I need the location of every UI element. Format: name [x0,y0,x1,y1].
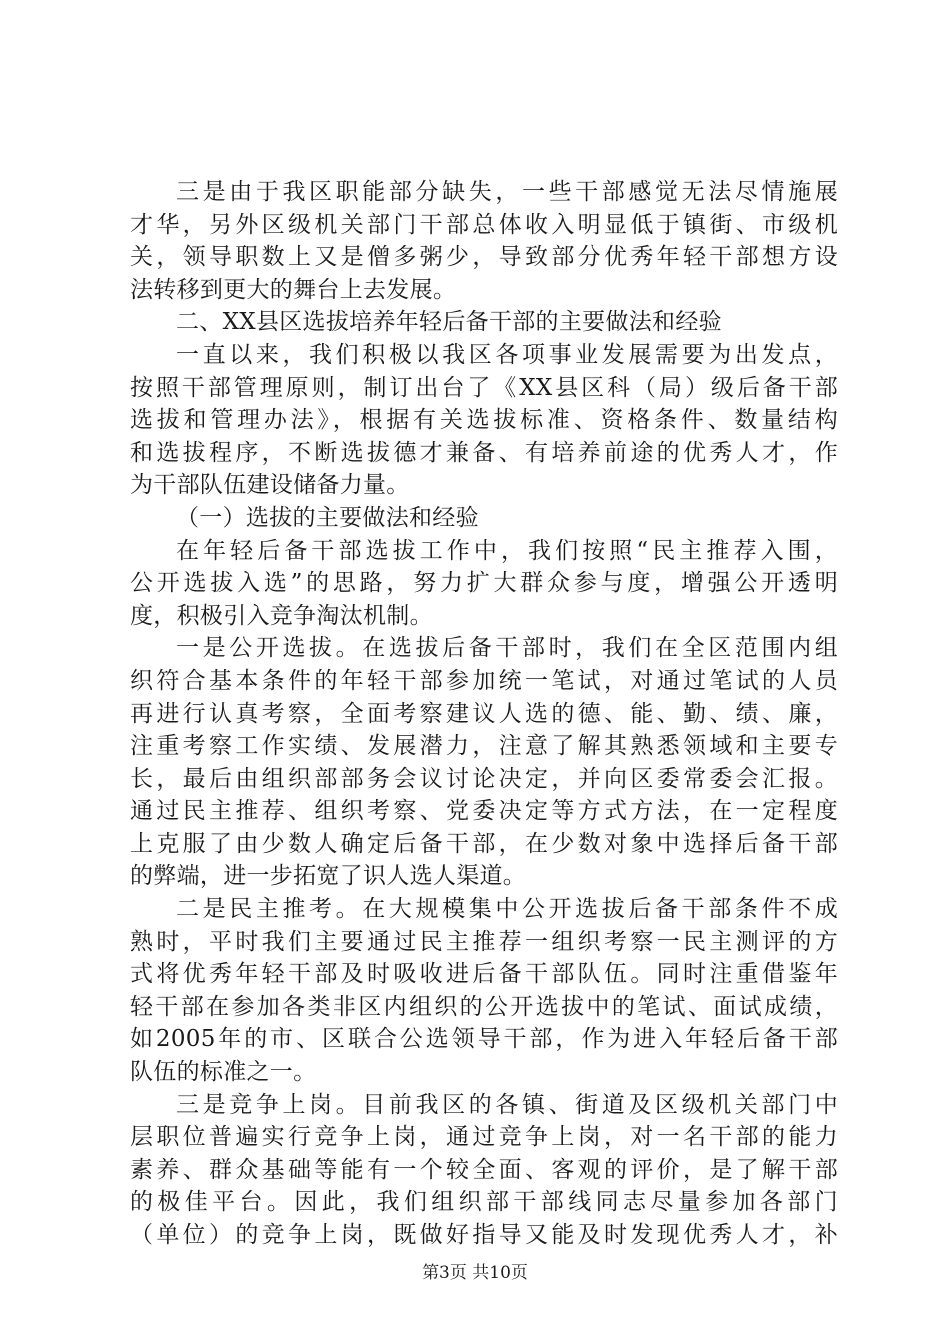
text-line: 在年轻后备干部选拔工作中，我们按照“民主推荐入围， [176,537,838,564]
text-line: 二、XX县区选拔培养年轻后备干部的主要做法和经验 [176,309,722,336]
text-line: 如2005年的市、区联合公选领导干部，作为进入年轻后备干部 [130,1026,838,1053]
page-footer: 第3页 共10页 [422,1263,528,1283]
text-line: 三是由于我区职能部分缺失，一些干部感觉无法尽情施展 [176,179,838,205]
text-line: 按照干部管理原则，制订出台了《XX县区科（局）级后备干部 [130,374,838,401]
text-line: 轻干部在参加各类非区内组织的公开选拔中的笔试、面试成绩， [130,993,838,1020]
text-line: 再进行认真考察，全面考察建议人选的德、能、勤、绩、廉， [130,700,838,727]
text-line: 长，最后由组织部部务会议讨论决定，并向区委常委会汇报。 [130,765,838,792]
text-line: 通过民主推荐、组织考察、党委决定等方式方法，在一定程度 [130,798,838,825]
text-line: 熟时，平时我们主要通过民主推荐一组织考察一民主测评的方 [130,928,838,955]
text-line: 织符合基本条件的年轻干部参加统一笔试，对通过笔试的人员 [130,667,838,694]
text-line: 的弊端，进一步拓宽了识人选人渠道。 [130,863,527,890]
text-line: 注重考察工作实绩、发展潜力，注意了解其熟悉领域和主要专 [130,733,838,760]
text-line: 关，领导职数上又是僧多粥少，导致部分优秀年轻干部想方设 [130,244,838,271]
text-line: 度，积极引入竞争淘汰机制。 [130,602,433,629]
text-line: 层职位普遍实行竞争上岗，通过竞争上岗，对一名干部的能力 [130,1124,838,1151]
text-line: （一）选拔的主要做法和经验 [176,504,479,531]
text-line: 法转移到更大的舞台上去发展。 [130,276,457,303]
text-line: 一直以来，我们积极以我区各项事业发展需要为出发点， [176,341,838,368]
text-line: 二是民主推考。在大规模集中公开选拔后备干部条件不成 [176,896,838,923]
text-line: 公开选拔入选”的思路，努力扩大群众参与度，增强公开透明 [130,570,838,597]
text-line: 和选拔程序，不断选拔德才兼备、有培养前途的优秀人才，作 [130,439,838,466]
text-line: 三是竞争上岗。目前我区的各镇、街道及区级机关部门中 [176,1091,838,1118]
text-line: 一是公开选拔。在选拔后备干部时，我们在全区范围内组 [176,635,838,662]
text-line: 式将优秀年轻干部及时吸收进后备干部队伍。同时注重借鉴年 [130,961,838,988]
text-line: 为干部队伍建设储备力量。 [130,472,410,499]
text-line: 素养、群众基础等能有一个较全面、客观的评价，是了解干部 [130,1156,838,1183]
text-line: （单位）的竞争上岗，既做好指导又能及时发现优秀人才，补 [130,1222,838,1248]
document-body [130,176,838,1252]
text-line: 选拔和管理办法》，根据有关选拔标准、资格条件、数量结构 [130,407,838,434]
text-line: 上克服了由少数人确定后备干部，在少数对象中选择后备干部 [130,830,838,857]
text-line: 才华，另外区级机关部门干部总体收入明显低于镇街、市级机 [130,211,838,238]
text-line: 队伍的标准之一。 [130,1059,317,1086]
text-line: 的极佳平台。因此，我们组织部干部线同志尽量参加各部门 [130,1189,838,1216]
